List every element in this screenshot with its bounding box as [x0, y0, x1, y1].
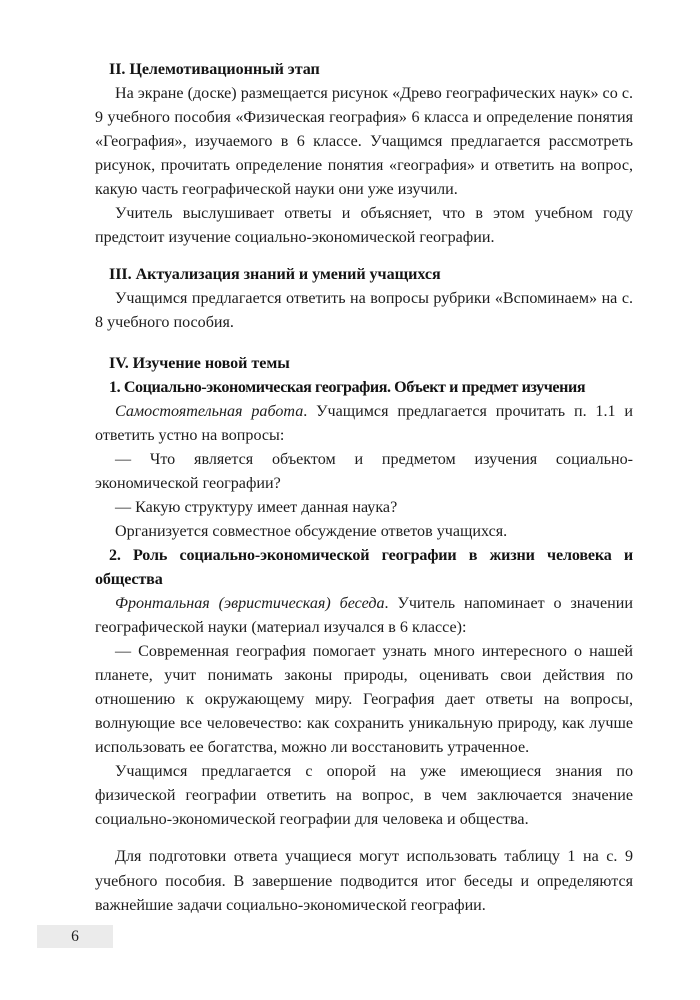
paragraph-text: — Какую структуру имеет данная наука? — [115, 498, 398, 516]
body-paragraph — [95, 287, 633, 335]
section-heading — [95, 58, 633, 82]
paragraph-text: Учитель выслушивает ответы и объясняет, что в этом учебном году предстоит изучение социально-экономической географии. — [95, 205, 633, 247]
section-heading — [95, 376, 633, 400]
paragraph-text: 2. Роль социально-экономической географии в жизни человека и общества — [95, 546, 633, 588]
page-number: 6 — [71, 927, 79, 945]
paragraph-gap — [95, 250, 633, 263]
question-item — [95, 496, 633, 520]
paragraph-text: III. Актуализация знаний и умений учащихся — [109, 266, 441, 284]
question-item — [95, 640, 633, 760]
paragraph-text: . Учащимся предлагается прочитать п. 1.1 и ответить устно на вопросы: — [95, 402, 634, 444]
body-paragraph — [95, 82, 633, 202]
italic-lead-in: Фронтальная (эвристическая) беседа — [115, 594, 385, 612]
body-paragraph — [95, 845, 633, 917]
paragraph-gap — [95, 336, 633, 352]
page-number-badge — [37, 925, 113, 948]
paragraph-text: 1. Социально-экономическая география. Объект и предмет изучения — [109, 378, 586, 396]
paragraph-text: II. Целемотивационный этап — [109, 61, 320, 78]
paragraph-text: Организуется совместное обсуждение ответов учащихся. — [115, 522, 508, 540]
body-paragraph — [95, 760, 633, 832]
italic-lead-in: Самостоятельная работа — [115, 402, 304, 420]
paragraph-text: IV. Изучение новой темы — [109, 354, 290, 372]
paragraph-text: — Что является объектом и предметом изучения социально-экономической географии? — [95, 450, 633, 492]
paragraph-text: Учащимся предлагается с опорой на уже имеющиеся знания по физической географии ответить на вопрос, в чем заключается значение социально-экономической географии для человека и общества. — [95, 763, 633, 829]
paragraph-text: Для подготовки ответа учащиеся могут использовать таблицу 1 на с. 9 учебного пособия. В завершение подводится итог беседы и определяются важнейшие задачи социально-экономической географии. — [95, 848, 633, 914]
paragraph-gap — [95, 832, 633, 845]
body-paragraph — [95, 202, 633, 250]
page-text-body — [95, 58, 633, 918]
paragraph-text: На экране (доске) размещается рисунок «Древо географических наук» со с. 9 учебного пособия «Физическая география» 6 класса и определение понятия «География», изучаемого в 6 классе. Учащимся предлагается рассмотреть рисунок, прочитать определение понятия «география» и ответить на вопрос, какую часть географической науки они уже изучили. — [95, 85, 633, 199]
section-heading — [95, 263, 633, 287]
body-paragraph — [95, 592, 633, 640]
body-paragraph — [95, 520, 633, 544]
section-heading — [95, 544, 633, 592]
paragraph-text: . Учитель напоминает о значении географической науки (материал изучался в 6 классе): — [95, 594, 633, 637]
section-heading — [95, 352, 633, 376]
body-paragraph — [95, 400, 633, 448]
paragraph-text: Учащимся предлагается ответить на вопросы рубрики «Вспоминаем» на с. 8 учебного пособия. — [95, 290, 633, 332]
paragraph-text: — Современная география помогает узнать много интересного о нашей планете, учит понимать законы природы, оценивать свои действия по отношению к окружающему миру. География дает ответы на вопросы, волнующие все человечество: как сохранить уникальную природу, как лучше использовать ее богатства, можно ли восстановить утраченное. — [95, 643, 633, 757]
question-item — [95, 448, 633, 496]
